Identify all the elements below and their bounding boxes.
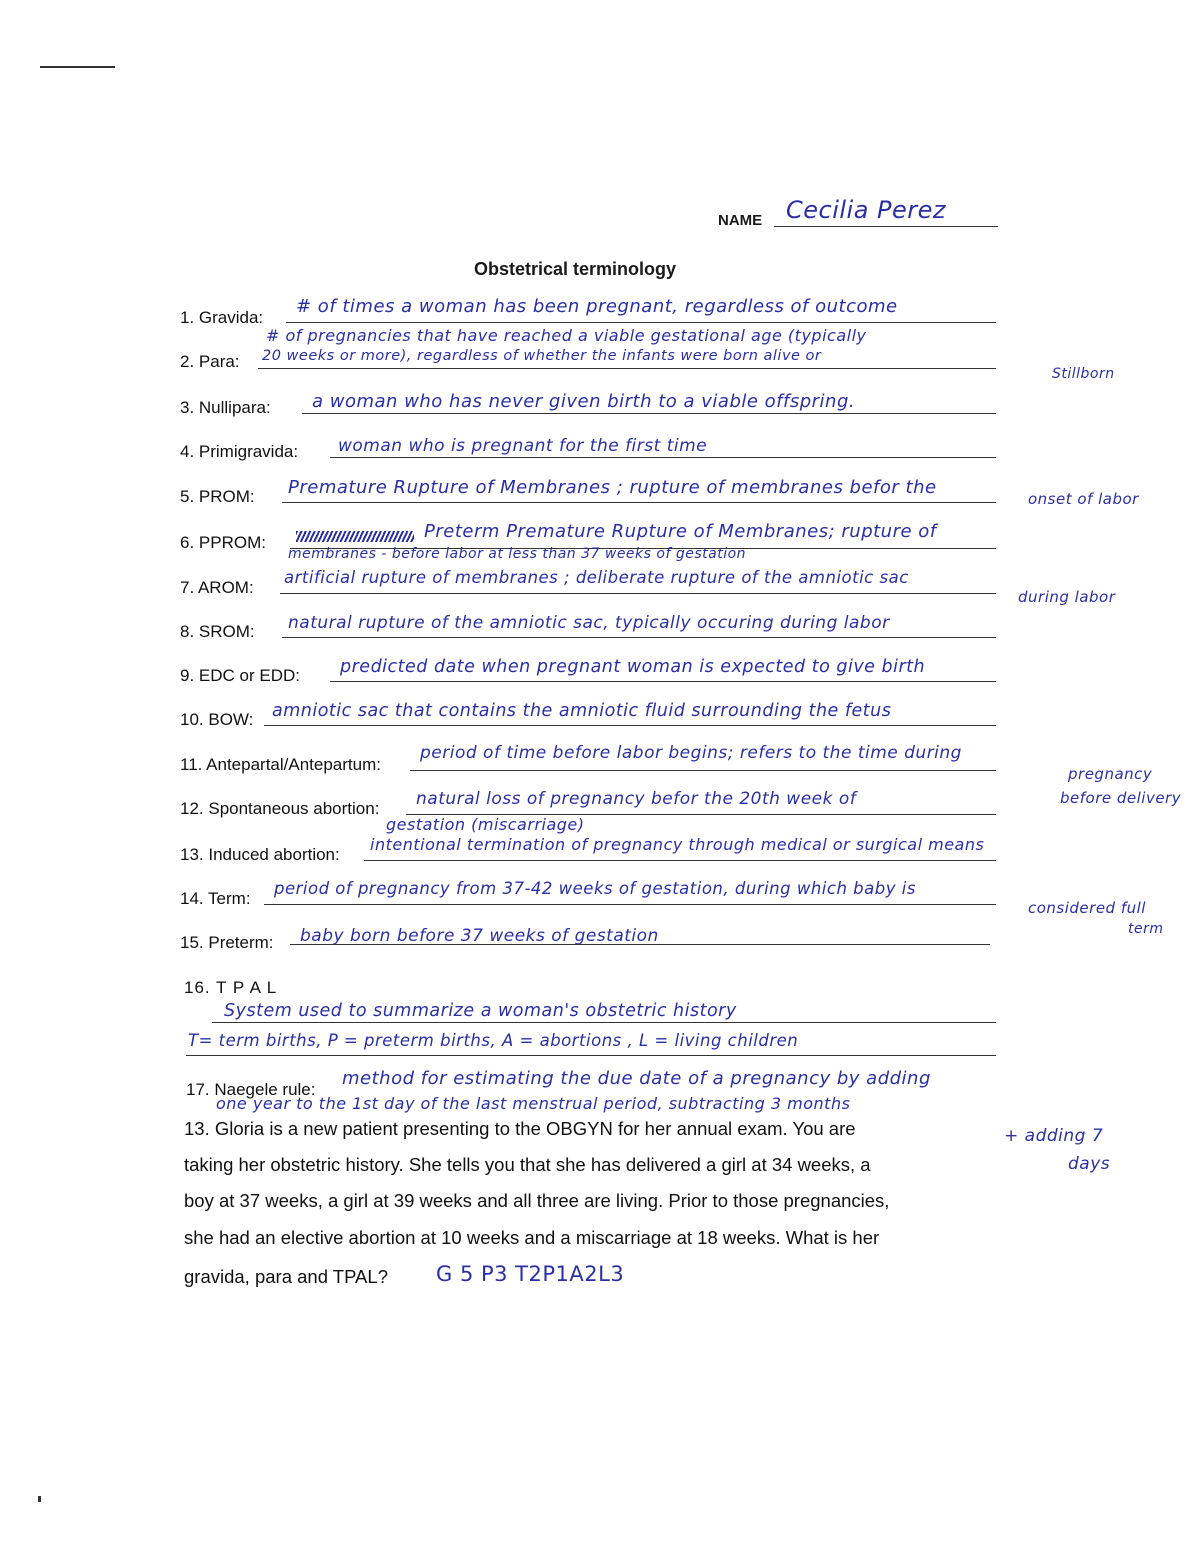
answer-underline — [186, 1055, 996, 1056]
tpal-breakdown: T= term births, P = preterm births, A = abortions , L = living children — [188, 1031, 799, 1050]
answer-text: intentional termination of pregnancy through medical or surgical means — [370, 835, 985, 854]
answer-text: amniotic sac that contains the amniotic fluid surrounding the fetus — [272, 701, 892, 721]
answer-note: pregnancy — [1068, 765, 1153, 783]
name-label: NAME — [718, 212, 763, 229]
question-answer: G 5 P3 T2P1A2L3 — [436, 1262, 625, 1286]
term-label: 12. Spontaneous abortion: — [180, 799, 380, 818]
term-label: 6. PPROM: — [180, 533, 266, 552]
answer-underline — [212, 1022, 996, 1023]
term-label: 2. Para: — [180, 352, 240, 371]
answer-note: onset of labor — [1028, 490, 1139, 508]
answer-underline — [410, 770, 996, 771]
answer-text: # of times a woman has been pregnant, regardless of outcome — [296, 296, 898, 317]
answer-text: period of pregnancy from 37-42 weeks of gestation, during which baby is — [274, 879, 916, 898]
answer-underline — [280, 593, 996, 594]
scan-mark — [40, 66, 115, 68]
answer-underline — [364, 860, 996, 861]
term-label: 10. BOW: — [180, 710, 254, 729]
answer-text: one year to the 1st day of the last menstrual period, subtracting 3 months — [216, 1094, 851, 1113]
answer-note: + adding 7 — [1004, 1126, 1104, 1146]
answer-underline — [282, 502, 996, 503]
answer-underline — [282, 637, 996, 638]
term-label: 13. Induced abortion: — [180, 845, 340, 864]
term-label: 17. Naegele rule: — [186, 1080, 316, 1099]
term-label: 5. PROM: — [180, 487, 255, 506]
name-underline — [774, 226, 998, 227]
answer-text: 20 weeks or more), regardless of whether the infants were born alive or — [262, 348, 822, 364]
answer-underline — [258, 368, 996, 369]
term-label: 3. Nullipara: — [180, 398, 271, 417]
crossed-out-scribble — [296, 531, 414, 542]
question-line: taking her obstetric history. She tells you that she has delivered a girl at 34 weeks, a — [184, 1154, 871, 1175]
answer-text: a woman who has never given birth to a viable offspring. — [312, 391, 856, 412]
tpal-definition: System used to summarize a woman's obstetric history — [224, 1001, 737, 1021]
term-label: 1. Gravida: — [180, 308, 264, 327]
answer-text: artificial rupture of membranes ; deliberate rupture of the amniotic sac — [284, 568, 909, 587]
answer-text: Premature Rupture of Membranes ; rupture of membranes befor the — [288, 477, 937, 498]
answer-underline — [264, 904, 996, 905]
question-line: she had an elective abortion at 10 weeks and a miscarriage at 18 weeks. What is her — [184, 1227, 880, 1248]
term-label: 7. AROM: — [180, 578, 254, 597]
answer-text: period of time before labor begins; refers to the time during — [420, 743, 962, 763]
term-label: 9. EDC or EDD: — [180, 666, 300, 685]
term-label: 11. Antepartal/Antepartum: — [180, 755, 381, 774]
term-label: 4. Primigravida: — [180, 442, 299, 461]
answer-note: Stillborn — [1052, 366, 1115, 382]
answer-text: gestation (miscarriage) — [386, 815, 585, 834]
answer-text: natural rupture of the amniotic sac, typically occuring during labor — [288, 613, 890, 633]
student-name: Cecilia Perez — [786, 196, 947, 224]
question-line: 13. Gloria is a new patient presenting to the OBGYN for her annual exam. You are — [184, 1118, 856, 1139]
answer-note: term — [1128, 921, 1164, 937]
tpal-label: 16. T P A L — [184, 978, 278, 997]
question-line: boy at 37 weeks, a girl at 39 weeks and all three are living. Prior to those pregnancies, — [184, 1190, 890, 1211]
answer-underline — [330, 681, 996, 682]
answer-note: considered full — [1028, 899, 1146, 917]
scan-mark — [38, 1496, 41, 1502]
answer-text: method for estimating the due date of a pregnancy by adding — [342, 1068, 931, 1089]
answer-text: # of pregnancies that have reached a viable gestational age (typically — [266, 326, 867, 345]
answer-text: woman who is pregnant for the first time — [338, 436, 708, 456]
answer-text: natural loss of pregnancy befor the 20th week of — [416, 789, 857, 809]
term-label: 14. Term: — [180, 889, 251, 908]
answer-underline — [264, 725, 996, 726]
answer-underline — [302, 413, 996, 414]
answer-underline — [330, 457, 996, 458]
answer-text: Preterm Premature Rupture of Membranes; rupture of — [424, 521, 937, 542]
question-line: gravida, para and TPAL? — [184, 1266, 388, 1287]
answer-text: membranes - before labor at less than 37 weeks of gestation — [288, 546, 747, 562]
answer-text: predicted date when pregnant woman is expected to give birth — [340, 657, 926, 677]
answer-underline — [286, 322, 996, 323]
page-title: Obstetrical terminology — [474, 259, 677, 279]
answer-text: baby born before 37 weeks of gestation — [300, 926, 659, 946]
answer-note: during labor — [1018, 588, 1116, 606]
answer-note: before delivery — [1060, 789, 1182, 807]
term-label: 15. Preterm: — [180, 933, 274, 952]
term-label: 8. SROM: — [180, 622, 255, 641]
answer-note: days — [1068, 1154, 1111, 1174]
